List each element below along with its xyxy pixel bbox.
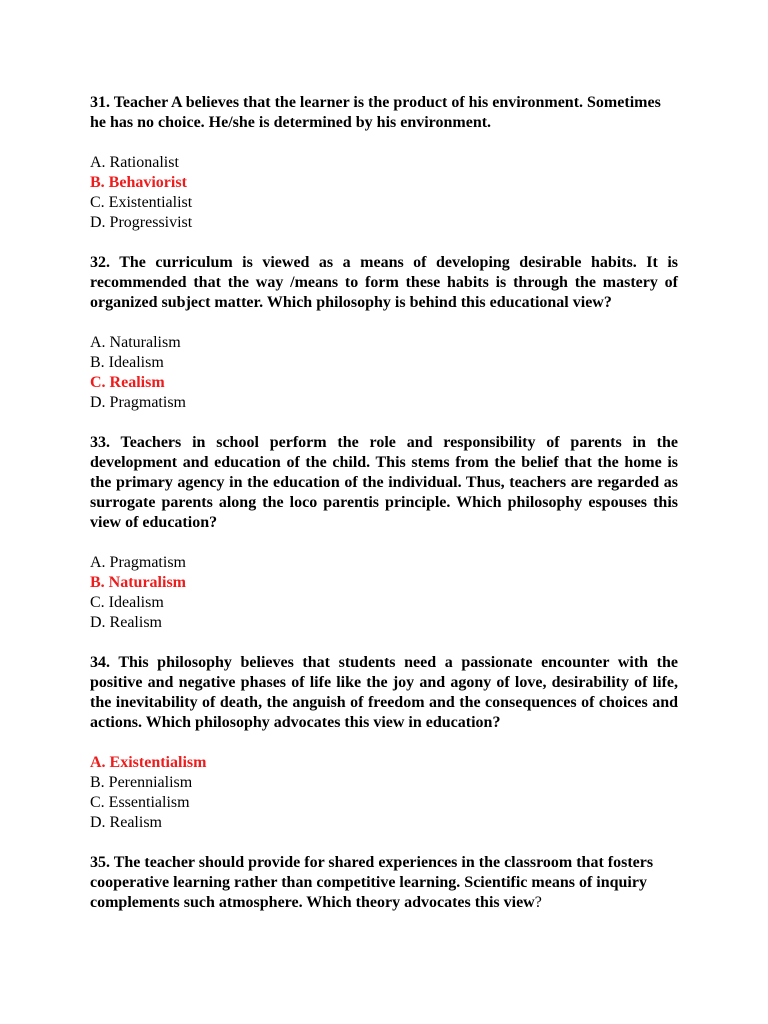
question-32 bbox=[90, 253, 678, 413]
option-b-correct: B. Behaviorist bbox=[90, 174, 187, 191]
question-33 bbox=[90, 433, 678, 633]
option-a-correct: A. Existentialism bbox=[90, 754, 207, 771]
option-d: D. Realism bbox=[90, 814, 162, 831]
option-d: D. Progressivist bbox=[90, 214, 193, 231]
question-35 bbox=[90, 853, 678, 913]
option-c: C. Essentialism bbox=[90, 794, 190, 811]
answer-options bbox=[90, 553, 678, 633]
option-d: D. Pragmatism bbox=[90, 394, 186, 411]
answer-options bbox=[90, 153, 678, 233]
option-d: D. Realism bbox=[90, 614, 162, 631]
question-text: 32. The curriculum is viewed as a means of developing desirable habits. It is recommended that the way /means to form these habits is through the mastery of organized subject matter. Which philosophy is behind this educational view? bbox=[90, 254, 678, 311]
document-page bbox=[90, 93, 678, 933]
question-text: 33. Teachers in school perform the role and responsibility of parents in the development and education of the child. This stems from the belief that the home is the primary agency in the education of the individual. Thus, teachers are regarded as surrogate parents along the loco parentis principle. Which philosophy espouses this view of education? bbox=[90, 434, 678, 531]
option-b: B. Idealism bbox=[90, 354, 164, 371]
question-31 bbox=[90, 93, 678, 233]
answer-options bbox=[90, 333, 678, 413]
question-text-wrapper bbox=[90, 853, 678, 913]
question-34 bbox=[90, 653, 678, 833]
option-c-correct: C. Realism bbox=[90, 374, 165, 391]
question-mark: ? bbox=[534, 894, 542, 911]
option-b: B. Perennialism bbox=[90, 774, 193, 791]
option-c: C. Existentialist bbox=[90, 194, 193, 211]
question-text: 35. The teacher should provide for shared experiences in the classroom that fosters cooperative learning rather than competitive learning. Scientific means of inquiry complements such atmosphere. Which theory advocates this view bbox=[90, 854, 654, 911]
option-b-correct: B. Naturalism bbox=[90, 574, 186, 591]
answer-options bbox=[90, 753, 678, 833]
option-c: C. Idealism bbox=[90, 594, 164, 611]
question-text: 34. This philosophy believes that students need a passionate encounter with the positive and negative phases of life like the joy and agony of love, desirability of life, the inevitability of death, the anguish of freedom and the consequences of choices and actions. Which philosophy advocates this view in education? bbox=[90, 654, 678, 731]
question-text: 31. Teacher A believes that the learner is the product of his environment. Sometimes he has no choice. He/she is determined by his environment. bbox=[90, 94, 661, 131]
option-a: A. Naturalism bbox=[90, 334, 181, 351]
option-a: A. Pragmatism bbox=[90, 554, 186, 571]
option-a: A. Rationalist bbox=[90, 154, 179, 171]
